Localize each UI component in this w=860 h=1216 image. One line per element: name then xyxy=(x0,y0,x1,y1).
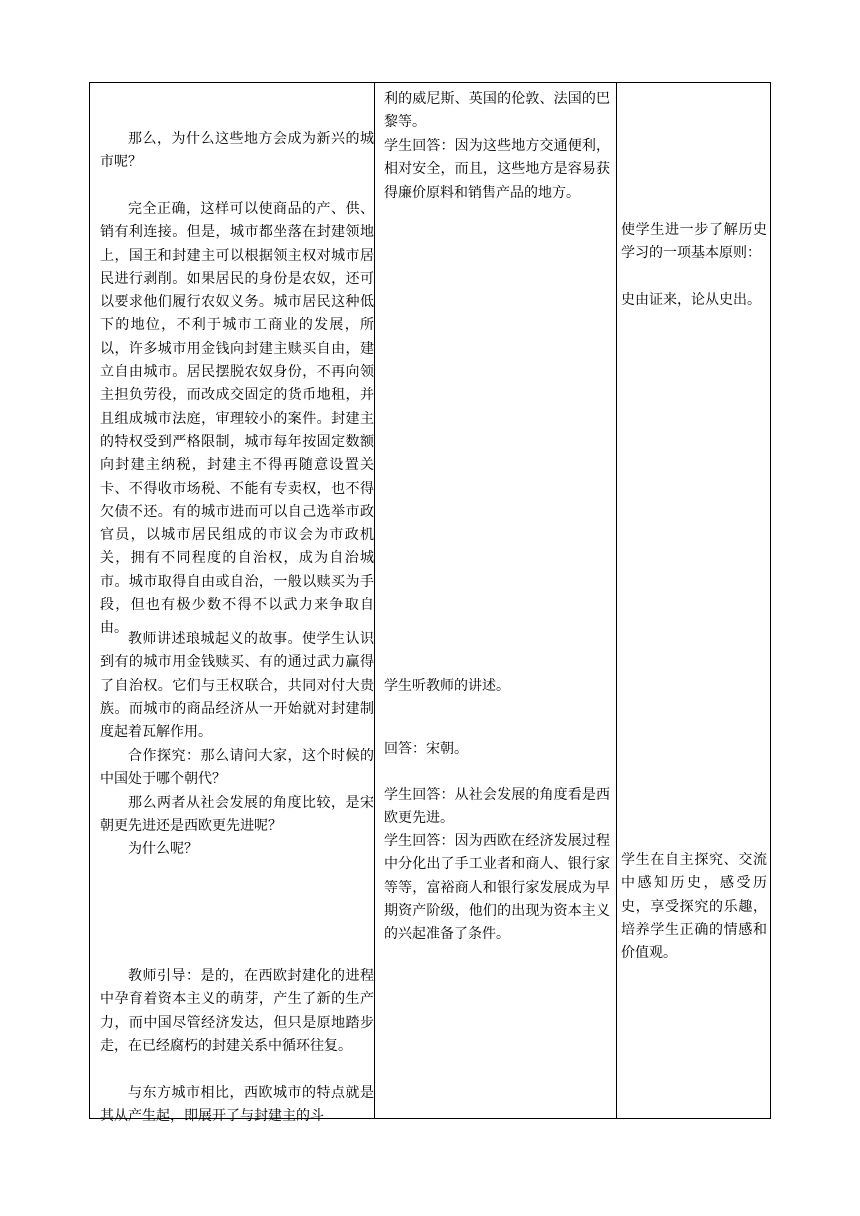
paragraph: 完全正确，这样可以使商品的产、供、销有利连接。但是，城市都坐落在封建领地上，国王和封建主可以根据领主权对城市居民进行剥削。如果居民的身份是农奴，还可以要求他们履行农奴义务。城市居民这种低下的地位，不利于城市工商业的发展，所以，许多城市用金钱向封建主赎买自由，建立自由城市。居民摆脱农奴身份，不再向领主担负劳役，而改成交固定的货币地租，并且组成城市法庭，审理较小的案件。封建主的特权受到严格限制，城市每年按固定数额向封建主纳税，封建主不得再随意设置关卡、不得收市场税、不能有专卖权，也不得欠债不还。有的城市进而可以自己选举市政官员，以城市居民组成的市议会为市政机关，拥有不同程度的自治权，成为自治城市。城市取得自由或自治，一般以赎买为手段，但也有极少数不得不以武力来争取自由。 xyxy=(100,201,374,637)
paragraph: 回答：宋朝。 xyxy=(384,741,468,757)
paragraph: 学生回答：因为这些地方交通便利，相对安全，而且，这些地方是容易获得廉价原料和销售产品的地方。 xyxy=(384,138,610,201)
paragraph: 教师讲述琅城起义的故事。使学生认识到有的城市用金钱赎买、有的通过武力赢得了自治权。它们与王权联合，共同对付大贵族。而城市的商品经济从一开始就对封建制度起着瓦解作用。 xyxy=(100,631,374,741)
paragraph: 学生在自主探究、交流中感知历史，感受历史，享受探究的乐趣，培养学生正确的情感和价值观。 xyxy=(621,852,767,962)
column-divider xyxy=(374,83,375,1118)
paragraph: 那么两者从社会发展的角度比较，是宋朝更先进还是西欧更先进呢？ xyxy=(100,795,374,835)
paragraph: 为什么呢？ xyxy=(128,841,198,857)
paragraph: 利的威尼斯、英国的伦敦、法国的巴黎等。 xyxy=(384,91,610,131)
column-divider xyxy=(616,83,617,1118)
paragraph: 史由证来，论从史出。 xyxy=(621,292,761,308)
paragraph: 教师引导：是的，在西欧封建化的进程中孕育着资本主义的萌芽，产生了新的生产力，而中国尽管经济发达，但只是原地踏步走，在已经腐朽的封建关系中循环往复。 xyxy=(100,968,374,1054)
lesson-table xyxy=(89,82,771,1125)
paragraph: 使学生进一步了解历史学习的一项基本原则： xyxy=(621,222,767,262)
paragraph: 学生回答：从社会发展的角度看是西欧更先进。 xyxy=(384,787,610,827)
paragraph: 那么，为什么这些地方会成为新兴的城市呢？ xyxy=(100,131,374,171)
paragraph: 学生听教师的讲述。 xyxy=(384,678,510,694)
paragraph: 合作探究：那么请问大家，这个时候的中国处于哪个朝代？ xyxy=(100,748,374,788)
paragraph: 学生回答：因为西欧在经济发展过程中分化出了手工业者和商人、银行家等等，富裕商人和银行家发展成为早期资产阶级，他们的出现为资本主义的兴起准备了条件。 xyxy=(384,833,610,943)
paragraph: 与东方城市相比，西欧城市的特点就是其从产生起，即展开了与封建主的斗 xyxy=(100,1085,374,1125)
